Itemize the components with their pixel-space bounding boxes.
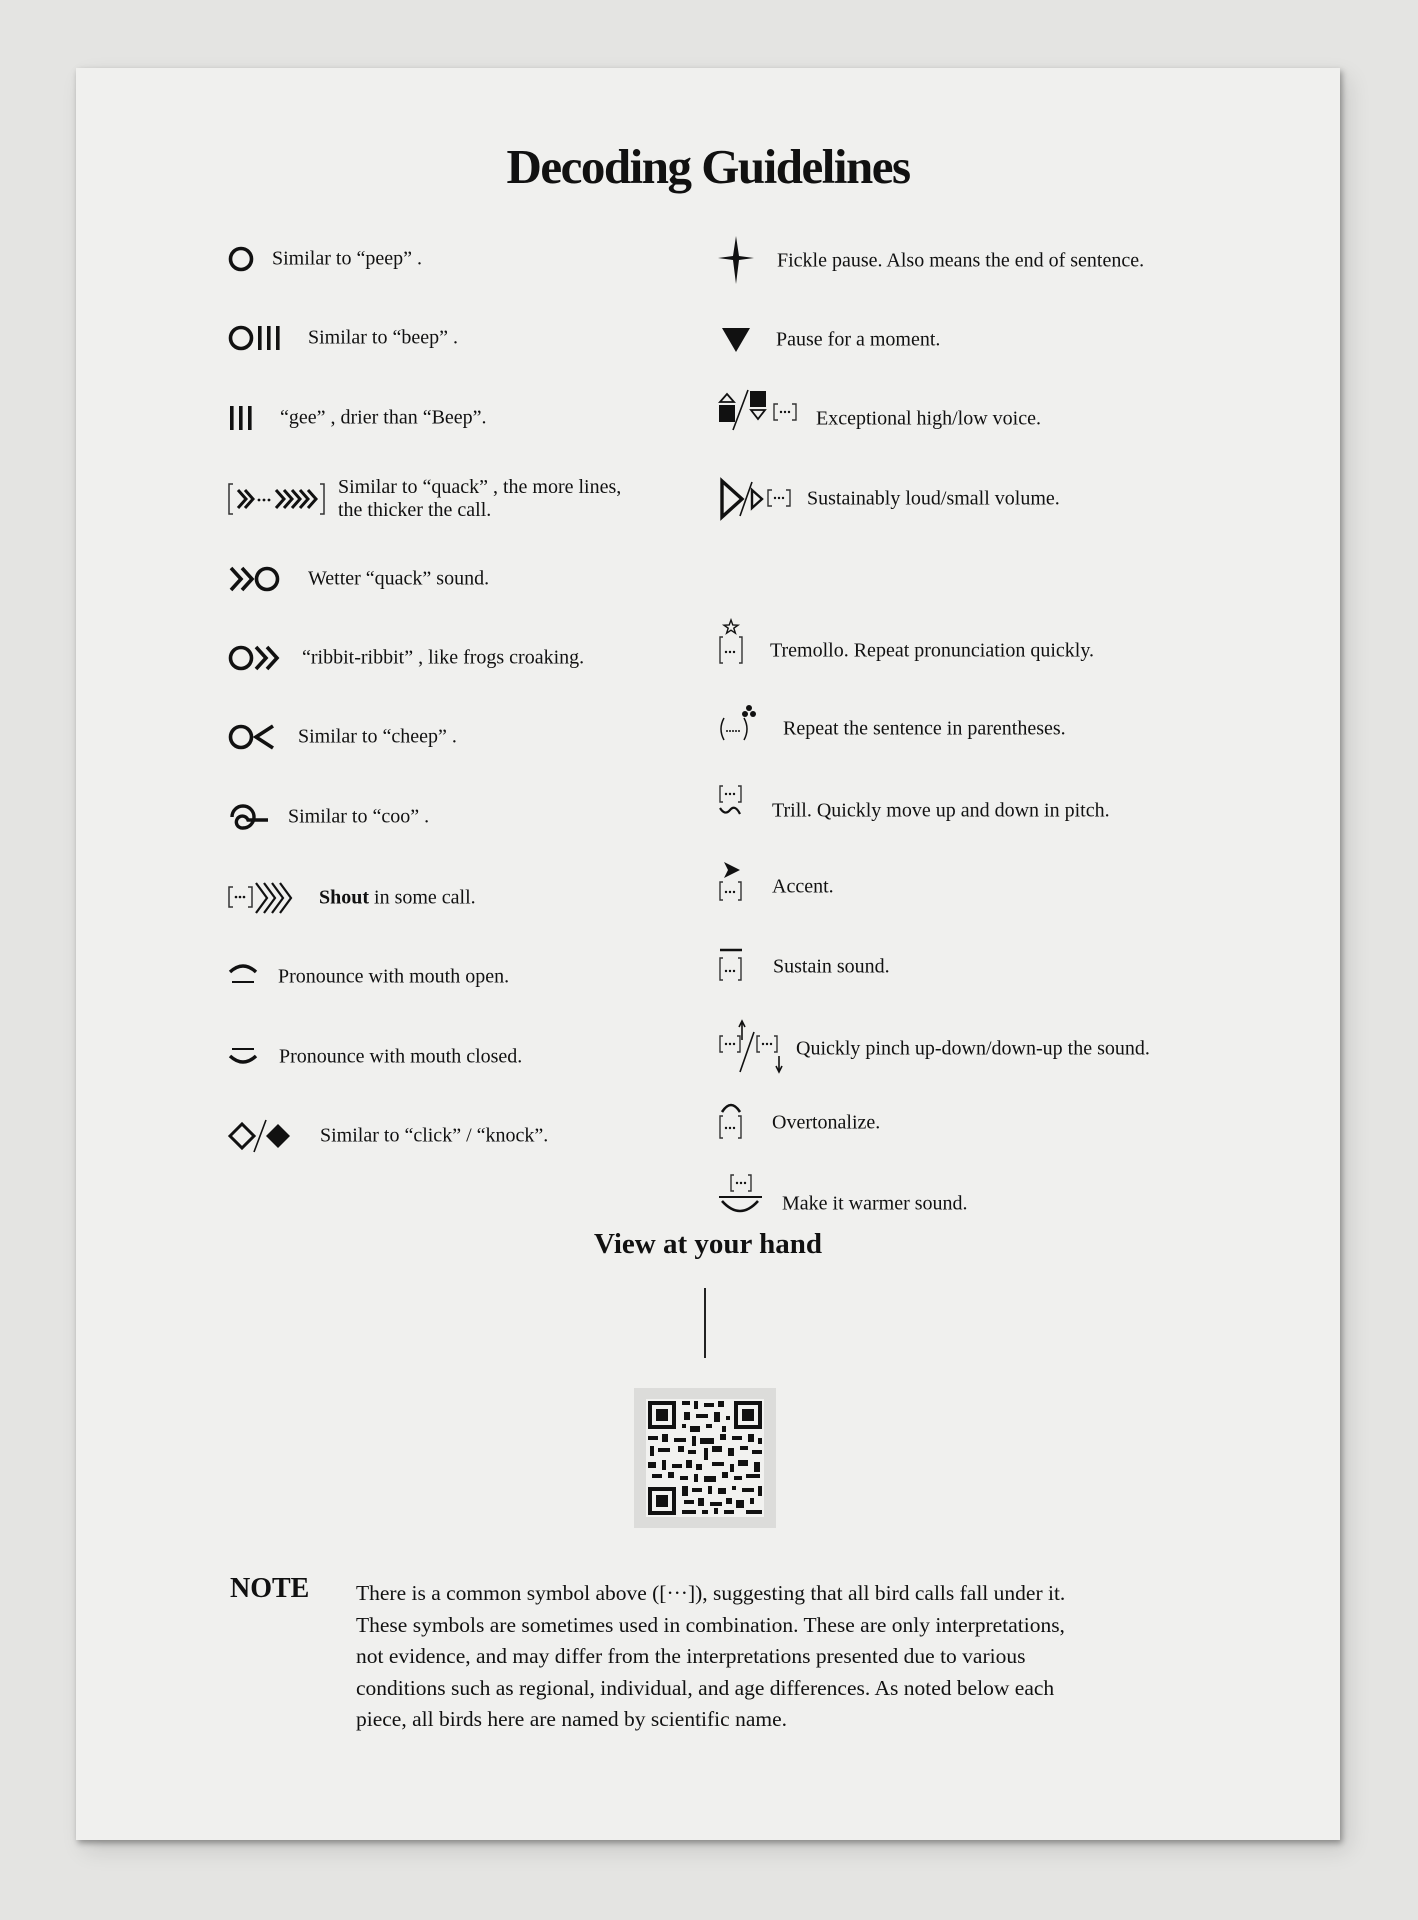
left-entry-12 (226, 1103, 626, 1169)
note-line-4: conditions such as regional, individual, and age differences. As noted below each (356, 1675, 1055, 1700)
right-entry-5 (716, 618, 1276, 684)
right-entry-3 (716, 386, 1276, 452)
note-label: NOTE (230, 1573, 310, 1604)
qr-code-icon (634, 1388, 776, 1528)
left-entry-8 (226, 784, 626, 850)
left-entry-11 (226, 1024, 626, 1090)
page-title: Decoding Guidelines (506, 139, 910, 194)
high-low-voice-icon (716, 386, 826, 452)
left-entry-2 (226, 305, 626, 371)
left-entry-7-label: Similar to “cheep” . (298, 725, 457, 748)
right-entry-6-label: Repeat the sentence in parentheses. (783, 717, 1066, 740)
qr-code[interactable] (634, 1388, 776, 1528)
right-entry-1 (716, 228, 1276, 294)
left-entry-1-label: Similar to “peep” . (272, 247, 422, 270)
right-entry-4-label: Sustainably loud/small volume. (807, 487, 1060, 510)
left-entry-4-label (338, 476, 621, 522)
bracketed-chevrons-icon (226, 466, 356, 532)
note-line-3: not evidence, and may differ from the interpretations presented due to various (356, 1644, 1026, 1668)
right-entry-2-label: Pause for a moment. (776, 328, 941, 351)
left-entry-5 (226, 546, 626, 612)
left-entry-3 (226, 385, 626, 451)
note-body (356, 1578, 1236, 1736)
right-entry-10 (716, 1016, 1276, 1082)
note-line-5: piece, all birds here are named by scientific name. (356, 1707, 787, 1731)
left-entry-5-label: Wetter “quack” sound. (308, 567, 490, 590)
left-entry-9-label (319, 887, 476, 910)
left-entry-11-label: Pronounce with mouth closed. (279, 1045, 523, 1068)
right-entry-8 (716, 854, 1276, 920)
view-heading: View at your hand (593, 1228, 822, 1260)
right-entry-1-label: Fickle pause. Also means the end of sentence. (777, 249, 1145, 272)
right-entry-8-label: Accent. (772, 875, 834, 898)
right-entry-9 (716, 934, 1276, 1000)
right-entry-3-label: Exceptional high/low voice. (816, 407, 1041, 430)
left-entry-6-label: “ribbit-ribbit” , like frogs croaking. (302, 646, 585, 669)
shout-bold-word: Shout (319, 886, 370, 909)
right-entry-5-label: Tremollo. Repeat pronunciation quickly. (770, 639, 1095, 662)
left-entry-6 (226, 625, 626, 691)
right-entry-2 (716, 307, 1276, 373)
right-entry-10-label: Quickly pinch up-down/down-up the sound. (796, 1037, 1150, 1060)
left-entry-4-line-2: the thicker the call. (338, 499, 492, 521)
right-entry-9-label: Sustain sound. (773, 955, 890, 978)
left-entry-7 (226, 704, 626, 770)
note-line-2: These symbols are sometimes used in combination. These are only interpretations, (356, 1612, 1065, 1637)
note-line-1: There is a common symbol above ([···]), suggesting that all bird calls fall under it. (356, 1581, 1066, 1605)
left-entry-10 (226, 944, 626, 1010)
left-entry-3-label: “gee” , drier than “Beep”. (280, 406, 487, 429)
connector-line (704, 1288, 706, 1358)
left-entry-4 (226, 466, 746, 532)
left-entry-4-line-1: Similar to “quack” , the more lines, (338, 476, 622, 498)
right-entry-11-label: Overtonalize. (772, 1111, 881, 1134)
right-entry-6 (716, 696, 1276, 762)
shout-rest: in some call. (369, 886, 476, 909)
left-entry-1 (226, 226, 626, 292)
left-entry-10-label: Pronounce with mouth open. (278, 965, 510, 988)
left-entry-8-label: Similar to “coo” . (288, 805, 430, 828)
left-entry-9 (226, 865, 626, 931)
right-entry-7-label: Trill. Quickly move up and down in pitch. (772, 799, 1110, 822)
right-entry-12-label: Make it warmer sound. (782, 1192, 968, 1215)
right-entry-7 (716, 778, 1276, 844)
left-entry-2-label: Similar to “beep” . (308, 326, 458, 349)
right-entry-11 (716, 1090, 1276, 1156)
right-entry-4 (716, 466, 1276, 532)
guidelines-sheet (76, 68, 1340, 1840)
left-entry-12-label: Similar to “click” / “knock”. (320, 1124, 549, 1147)
